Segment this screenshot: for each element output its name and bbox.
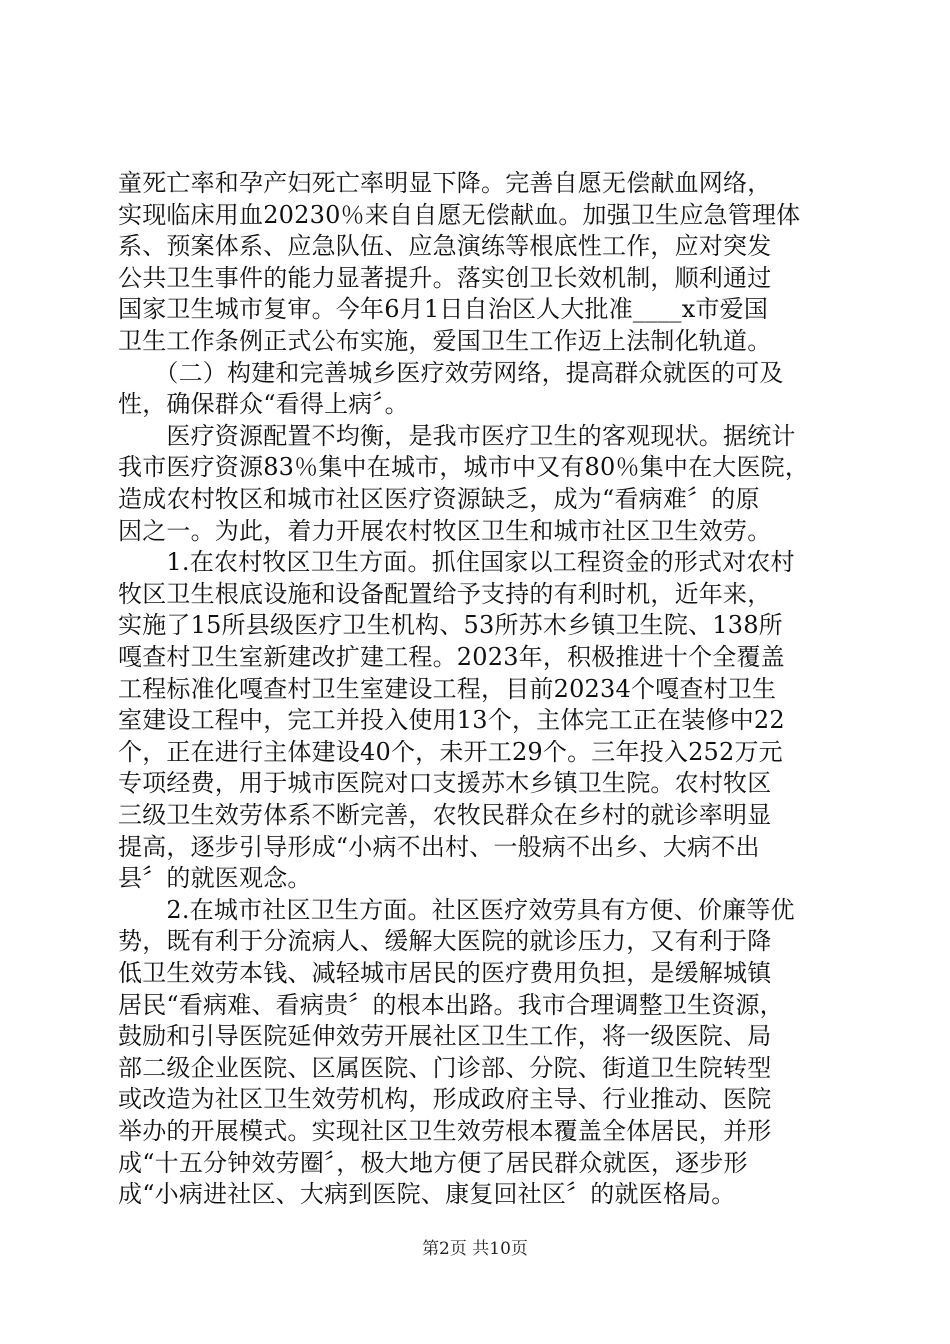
body-text-line: 成“十五分钟效劳圈〞，极大地方便了居民群众就医，逐步形 <box>118 1148 748 1177</box>
section-heading-line: （二）构建和完善城乡医疗效劳网络，提高群众就医的可及 <box>118 358 784 387</box>
body-text-line: 我市医疗资源83％集中在城市，城市中又有80％集中在大医院， <box>118 453 810 482</box>
body-text-line: 2.在城市社区卫生方面。社区医疗效劳具有方便、价廉等优 <box>118 895 795 924</box>
body-text-line: 成“小病进社区、大病到医院、康复回社区〞的就医格局。 <box>118 1180 736 1209</box>
body-text-line: 国家卫生城市复审。今年6月1日自治区人大批准____x市爱国 <box>118 295 769 324</box>
body-text-line: 1.在农村牧区卫生方面。抓住国家以工程资金的形式对农村 <box>118 548 795 577</box>
body-text-line: 牧区卫生根底设施和设备配置给予支持的有利时机，近年来， <box>118 579 772 608</box>
body-text-line: 部二级企业医院、区属医院、门诊部、分院、街道卫生院转型 <box>118 1053 772 1082</box>
body-text-line: 公共卫生事件的能力显著提升。落实创卫长效机制，顺利通过 <box>118 263 772 292</box>
body-text-line: 实现临床用血20230％来自自愿无偿献血。加强卫生应急管理体 <box>118 200 801 229</box>
body-text-line: 室建设工程中，完工并投入使用13个，主体完工正在装修中22 <box>118 706 785 735</box>
body-text-line: 造成农村牧区和城市社区医疗资源缺乏，成为“看病难〞的原 <box>118 485 760 513</box>
body-text-line: 居民“看病难、看病贵〞的根本出路。我市合理调整卫生资源， <box>118 990 784 1019</box>
section-heading-line: 性，确保群众“看得上病〞。 <box>118 390 409 419</box>
body-text-line: 实施了15所县级医疗卫生机构、53所苏木乡镇卫生院、138所 <box>118 611 783 640</box>
body-text-line: 个，正在进行主体建设40个，未开工29个。三年投入252万元 <box>118 737 783 766</box>
body-text-line: 提高，逐步引导形成“小病不出村、一般病不出乡、大病不出 <box>118 832 760 861</box>
page-number-footer: 第2页 共10页 <box>422 1239 528 1259</box>
body-text-line: 嘎查村卫生室新建改扩建工程。2023年，积极推进十个全覆盖 <box>118 643 785 671</box>
body-text-line: 低卫生效劳本钱、减轻城市居民的医疗费用负担，是缓解城镇 <box>118 959 772 987</box>
body-text-line: 因之一。为此，着力开展农村牧区卫生和城市社区卫生效劳。 <box>118 516 772 545</box>
body-text-line: 卫生工作条例正式公布实施，爱国卫生工作迈上法制化轨道。 <box>118 327 772 355</box>
body-text-line: 三级卫生效劳体系不断完善，农牧民群众在乡村的就诊率明显 <box>118 801 772 829</box>
body-text-line: 专项经费，用于城市医院对口支援苏木乡镇卫生院。农村牧区 <box>118 769 772 798</box>
body-text-line: 医疗资源配置不均衡，是我市医疗卫生的客观现状。据统计 <box>118 421 796 450</box>
body-text-line: 或改造为社区卫生效劳机构，形成政府主导、行业推动、医院 <box>118 1085 772 1114</box>
body-text-line: 工程标准化嘎查村卫生室建设工程，目前20234个嘎查村卫生 <box>118 674 777 703</box>
body-text-line: 举办的开展模式。实现社区卫生效劳根本覆盖全体居民，并形 <box>118 1117 772 1145</box>
body-text-line: 势，既有利于分流病人、缓解大医院的就诊压力，又有利于降 <box>118 927 772 956</box>
body-text-line: 童死亡率和孕产妇死亡率明显下降。完善自愿无偿献血网络， <box>118 169 772 197</box>
body-text-line: 系、预案体系、应急队伍、应急演练等根底性工作，应对突发 <box>118 232 772 261</box>
body-text-line: 县〞的就医观念。 <box>118 864 312 893</box>
body-text-line: 鼓励和引导医院延伸效劳开展社区卫生工作，将一级医院、局 <box>118 1022 772 1051</box>
